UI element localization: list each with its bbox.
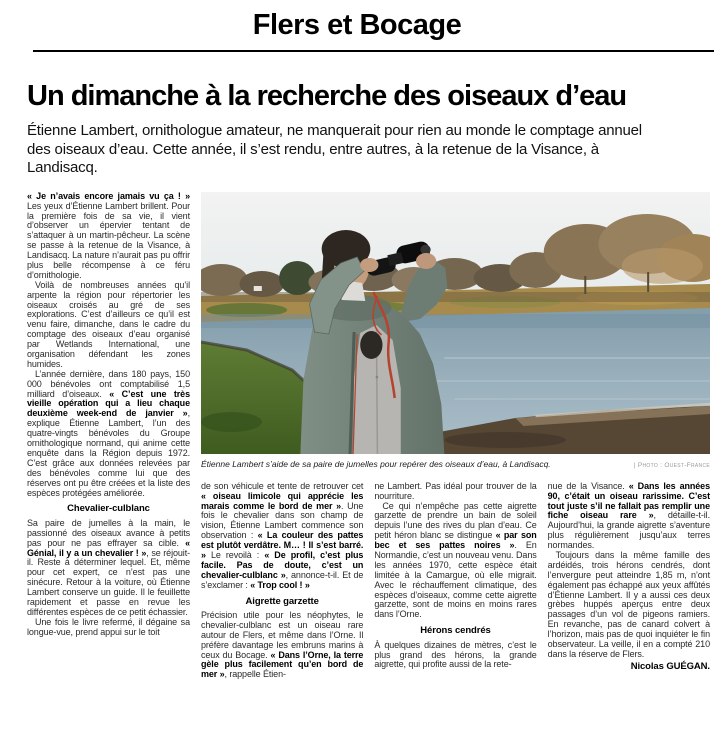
article-column-4 <box>548 482 710 680</box>
article <box>27 80 710 680</box>
article-right-area <box>201 192 710 680</box>
paragraph: Voilà de nombreuses années qu’il arpente la région pour répertorier les oiseaux croisés au gré de ses explorations. C’est d’ailleurs ce qu’il est venu faire, dimanche, dans le cadre du comptage des oiseaux d’eau organisé par Wetlands International, une organisation défendant les zones humides. <box>27 279 190 369</box>
article-column-1 <box>27 192 190 638</box>
photo-caption: Étienne Lambert s’aide de sa paire de jumelles pour repérer des oiseaux d’eau, à Landisacq. <box>201 458 551 469</box>
paragraph: Toujours dans la même famille des ardéidés, trois hérons cendrés, dont l’envergure peut atteindre 1,85 m, n’ont également pas échappé aux yeux affûtés d’Étienne Lambert. Il y a aussi ces deux grèbes huppés aperçus entre deux passages d’un vol de pigeons ramiers. En revanche, pas de canard colvert à l’horizon, mais pas de quoi inquiéter le fin observateur. La veille, il en a compté 210 dans la réserve de Flers. <box>547 550 710 659</box>
photo-caption-row <box>201 459 710 469</box>
article-standfirst: Étienne Lambert, ornithologue amateur, ne manquerait pour rien au monde le comptage annuel des oiseaux d’eau. Cette année, il s’est rendu, entre autres, à la retenue de la Visance, à Landisacq. <box>27 122 642 177</box>
paragraph: Ce qui n’empêche pas cette aigrette garzette de prendre un bain de soleil depuis l’une des rives du plan d’eau. Ce petit héron blanc se distingue « par son bec et ses pattes noires ». En Normandie, c’est un nouveau venu. Dans les années 1970, cette espèce était limitée à la Camargue, où elle migrait. Avec le réchauffement climatique, des espèces d’oiseaux, comme cette aigrette garzette, sont de moins en moins rares dans l’Orne. <box>374 500 537 620</box>
paragraph: nue de la Visance. « Dans les années 90, c’était un oiseau rarissime. C’est tout juste s’il ne fallait pas remplir une fiche oiseau rare », détaille-t-il. Aujourd’hui, la grande aigrette s’aventure plus régulièrement jusqu’aux terres normandes. <box>547 480 710 551</box>
photo-credit: | Photo : Ouest-France <box>633 461 710 469</box>
man-chest-gear <box>360 331 382 359</box>
article-photo <box>201 192 710 454</box>
paragraph: de son véhicule et tente de retrouver cet « oiseau limicole qui apprécie les marais comme le bord de mer ». Une fois le chevalier dans son champ de vision, Étienne Lambert commence son observation : « La couleur des pattes est plutôt verdâtre. M… ! Il s’est barré. » Le revoilà : « De profil, c’est plus facile. Pas de doute, c’est un chevalier-culblanc », annonce-t-il. Et de s’exclamer : « Trop cool ! » <box>201 480 364 590</box>
article-title: Un dimanche à la recherche des oiseaux d’eau <box>27 80 627 112</box>
article-lower-columns <box>201 482 710 680</box>
section-title: Flers et Bocage <box>252 9 462 41</box>
section-divider <box>33 50 714 52</box>
man-left-hand <box>360 258 378 272</box>
paragraph: ne Lambert. Pas idéal pour trouver de la nourriture. <box>374 480 537 501</box>
paragraph: Précision utile pour les néophytes, le chevalier-culblanc est un oiseau rare autour de Flers, et même dans l’Orne. Il préfère davantage les embruns marins à ceux du Bocage. « Dans l’Orne, la terre gèle plus facilement qu’en bord de mer », rappelle Étien- <box>201 610 364 680</box>
subheading: Hérons cendrés <box>420 625 491 637</box>
subheading: Chevalier-culblanc <box>67 503 150 515</box>
byline: Nicolas GUÉGAN. <box>630 660 710 672</box>
paragraph: Une fois le livre refermé, il dégaine sa longue-vue, prend appui sur le toit <box>27 616 190 637</box>
article-body <box>27 192 710 680</box>
subheading: Aigrette garzette <box>245 595 319 607</box>
paragraph: L’année dernière, dans 180 pays, 150 000 bénévoles ont comptabilisé 1,5 milliard d’oiseaux. « C’est une très vieille opération qui a lieu chaque deuxième week-end de janvier », explique Étienne Lambert, l’un des quatre-vingts bénévoles du Groupe ornithologique normand, qui anime cette enquête dans la Région depuis 1972. C’est grâce aux données relevées par des bénévoles comme lui que des réserves ont pu être créées et la liste des espèces protégées améliorée. <box>27 368 190 498</box>
paragraph: Sa paire de jumelles à la main, le passionné des oiseaux avance à petits pas pour ne pas effrayer sa cible. « Génial, il y a un chevalier ! », se réjouit-il. Reste à déterminer lequel. Et, même pour cet expert, ce n’est pas une sinécure. Retour à la voiture, où Étienne Lambert conserve un guide. Il le feuillette rapidement et passe en revue les différentes espèces de ce petit échassier. <box>27 517 190 617</box>
article-column-2 <box>201 482 363 680</box>
article-column-3 <box>374 482 536 680</box>
paragraph: À quelques dizaines de mètres, c’est le plus grand des hérons, la grande aigrette, qui profite aussi de la rete- <box>374 639 537 670</box>
paragraph: « Je n’avais encore jamais vu ça ! » Les yeux d’Étienne Lambert brillent. Pour la première fois de sa vie, il vient d’observer un épervier tentant de s’attaquer à un martin-pêcheur. La scène se passe à la retenue de la Visance, à Landisacq. La nature n’aurait pas pu offrir plus belle récompense à ce féru d’ornithologie. <box>27 190 190 280</box>
man-right-hand <box>416 253 436 269</box>
